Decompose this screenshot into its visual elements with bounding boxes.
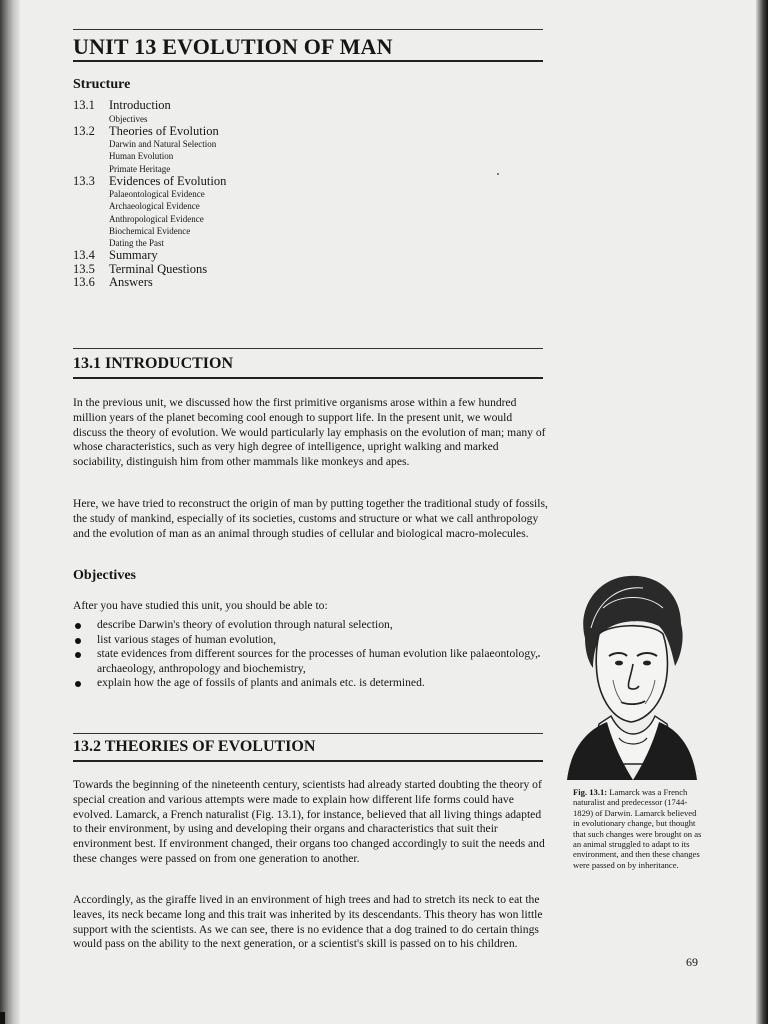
objective-item <box>73 633 543 648</box>
toc-entry <box>73 263 493 277</box>
toc-subentry: Biochemical Evidence <box>109 225 191 236</box>
section-rule-top <box>73 733 543 734</box>
objective-item <box>73 676 543 691</box>
toc-subentry: Darwin and Natural Selection <box>109 139 217 150</box>
intro-paragraph-1: In the previous unit, we discussed how the first primitive organisms arose within a few hundred million years of the planet becoming cool enough to support life. In the present unit, we would discuss the theory of evolution. We would particularly lay emphasis on the evolution of man; many of whose characteristics, such as very high degree of intelligence, upright walking and marked sociability, distinguish him from other mammals like monkeys and apes. <box>73 396 546 469</box>
toc-entry-number: 13.4 <box>73 248 95 263</box>
theories-paragraph-2: Accordingly, as the giraffe lived in an environment of high trees and had to stretch its neck to eat the leaves, its neck became long and this trait was inherited by its descendants. This theory has won little support with the scientists. As we can see, there is no evidence that a dog trained to do certain things would pass on the ability to the next generation, or a scientist's skill is passed on to his children. <box>73 893 543 951</box>
toc-entry-number: 13.2 <box>73 123 95 138</box>
toc-entry <box>73 175 493 189</box>
intro-heading: 13.1 INTRODUCTION <box>73 355 234 372</box>
lamarck-portrait-illustration <box>563 568 701 780</box>
section-rule-top <box>73 348 543 349</box>
page-binding-shadow-right <box>756 0 768 1024</box>
toc-subentry: Primate Heritage <box>109 163 171 174</box>
objective-text: state evidences from different sources for the processes of human evolution like palaeontology, archaeology, anthropology and biochemistry, <box>97 647 539 675</box>
objectives-heading: Objectives <box>73 568 136 583</box>
toc-subentry: Human Evolution <box>109 151 174 162</box>
structure-heading: Structure <box>73 77 131 92</box>
toc-entry-number: 13.5 <box>73 261 95 276</box>
bullet-icon <box>75 638 81 644</box>
toc-subentry: Dating the Past <box>109 238 164 248</box>
objective-text: explain how the age of fossils of plants and animals etc. is determined. <box>97 676 425 690</box>
toc-entry <box>73 99 493 113</box>
toc-subentry: Anthropological Evidence <box>109 213 204 224</box>
bullet-icon <box>75 623 81 629</box>
bullet-icon <box>75 681 81 687</box>
figure-caption <box>573 787 703 870</box>
toc-entry-title: Evidences of Evolution <box>109 173 227 188</box>
toc-entry-title: Introduction <box>109 98 171 112</box>
toc-entry-number: 13.6 <box>73 275 95 290</box>
theories-heading: 13.2 THEORIES OF EVOLUTION <box>73 738 316 755</box>
toc-entry-title: Summary <box>109 248 158 263</box>
title-underline <box>73 60 543 62</box>
table-of-contents <box>73 99 493 290</box>
figure-label: Fig. 13.1: <box>573 787 608 797</box>
toc-entry <box>73 276 493 290</box>
toc-subentry: Archaeological Evidence <box>109 201 200 212</box>
top-rule <box>73 29 543 30</box>
scan-speck <box>538 655 540 657</box>
bullet-icon <box>75 652 81 658</box>
toc-entry-title: Answers <box>109 275 153 290</box>
toc-entry-title: Theories of Evolution <box>109 123 219 138</box>
objectives-lead: After you have studied this unit, you should be able to: <box>73 599 328 612</box>
objective-text: describe Darwin's theory of evolution through natural selection, <box>97 618 393 631</box>
objective-item <box>73 618 543 633</box>
toc-subentry: Objectives <box>109 113 148 124</box>
section-rule-bottom <box>73 377 543 379</box>
toc-entry-title: Terminal Questions <box>109 261 208 276</box>
section-rule-bottom <box>73 760 543 762</box>
page-number: 69 <box>686 955 698 969</box>
toc-entry-number: 13.3 <box>73 173 95 188</box>
objective-text: list various stages of human evolution, <box>97 632 277 646</box>
toc-entry <box>73 249 493 263</box>
unit-title: UNIT 13 EVOLUTION OF MAN <box>73 34 393 59</box>
intro-paragraph-2: Here, we have tried to reconstruct the origin of man by putting together the traditional study of fossils, the study of mankind, especially of its societies, customs and structure or what we call anthropology and the evolution of man as an animal through studies of cellular and biological macro-molecules. <box>73 497 548 540</box>
scan-speck <box>497 173 499 175</box>
objectives-list <box>73 618 543 691</box>
scan-corner-mark <box>0 1012 5 1024</box>
page-binding-shadow-left <box>0 0 20 1024</box>
toc-entry <box>73 125 493 139</box>
theories-paragraph-1: Towards the beginning of the nineteenth century, scientists had already started doubting the theory of special creation and various attempts were made to explain how different life forms could have evolved. Lamarck, a French naturalist (Fig. 13.1), for instance, believed that all living things adapted to their environment, by using and developing their organs and characteristics that suit their environment best. If environment changed, their organs too changed accordingly to suit the needs and these changes were passed on from one generation to another. <box>73 778 545 865</box>
figure-caption-text: Lamarck was a French naturalist and predecessor (1744-1829) of Darwin. Lamarck believed in evolutionary change, but thought that such changes were brought on as an animal struggled to adapt to its environment, and then these changes were passed on by inheritance. <box>573 787 702 870</box>
objective-item <box>73 647 543 676</box>
toc-entry-number: 13.1 <box>73 98 95 112</box>
toc-subentry: Palaeontological Evidence <box>109 189 205 200</box>
